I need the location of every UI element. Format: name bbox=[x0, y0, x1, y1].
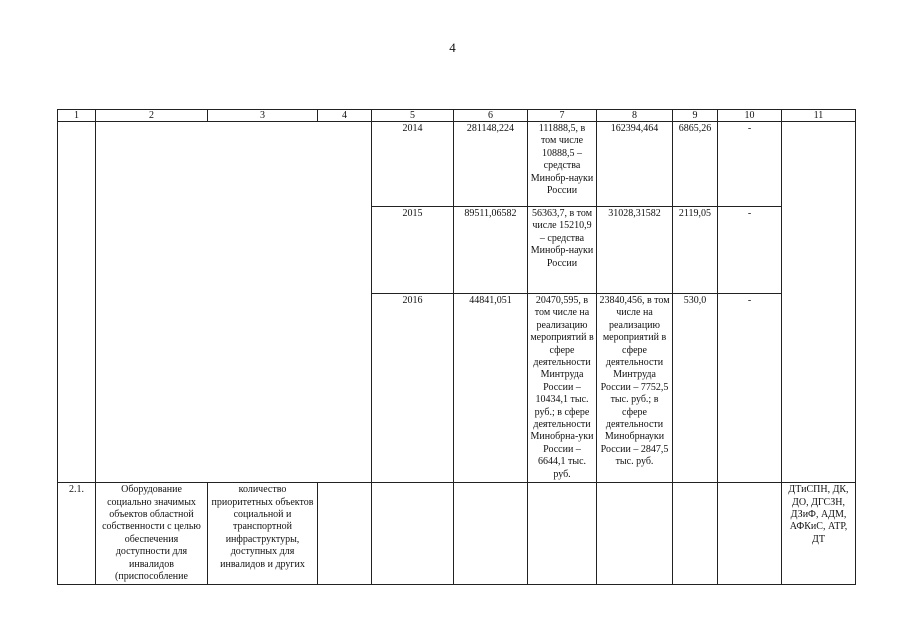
column-number-row bbox=[58, 110, 856, 122]
column-number: 9 bbox=[673, 110, 718, 122]
total-cell: 89511,06582 bbox=[454, 207, 528, 294]
measure-name-cell: Оборудование социально значимых объектов областной собственности с целью обеспечения доступности для инвалидов (приспособление bbox=[96, 483, 208, 585]
column-number: 2 bbox=[96, 110, 208, 122]
total-cell: 281148,224 bbox=[454, 122, 528, 207]
column-number: 6 bbox=[454, 110, 528, 122]
regional-budget-cell: 31028,31582 bbox=[597, 207, 673, 294]
column-number: 5 bbox=[372, 110, 454, 122]
column-number: 1 bbox=[58, 110, 96, 122]
column-number: 8 bbox=[597, 110, 673, 122]
total-cell: 44841,051 bbox=[454, 294, 528, 483]
other-sources-cell: - bbox=[718, 294, 782, 483]
empty-cell bbox=[782, 122, 856, 483]
empty-cell bbox=[528, 483, 597, 585]
year-cell: 2015 bbox=[372, 207, 454, 294]
year-cell: 2014 bbox=[372, 122, 454, 207]
item-number-cell: 2.1. bbox=[58, 483, 96, 585]
column-number: 10 bbox=[718, 110, 782, 122]
page-number: 4 bbox=[449, 40, 456, 55]
federal-budget-cell: 111888,5, в том числе 10888,5 – средства Минобр-науки России bbox=[528, 122, 597, 207]
year-cell: 2016 bbox=[372, 294, 454, 483]
empty-cell bbox=[318, 483, 372, 585]
executors-cell: ДТиСПН, ДК, ДО, ДГСЗН, ДЗиФ, АДМ, АФКиС, АТР, ДТ bbox=[782, 483, 856, 585]
regional-budget-cell: 162394,464 bbox=[597, 122, 673, 207]
empty-cell bbox=[372, 483, 454, 585]
indicator-cell: количество приоритетных объектов социальной и транспортной инфраструктуры, доступных для инвалидов и других bbox=[208, 483, 318, 585]
empty-cell bbox=[673, 483, 718, 585]
empty-cell bbox=[718, 483, 782, 585]
empty-cell bbox=[597, 483, 673, 585]
empty-cell bbox=[454, 483, 528, 585]
federal-budget-cell: 56363,7, в том числе 15210,9 – средства Минобр-науки России bbox=[528, 207, 597, 294]
local-budget-cell: 2119,05 bbox=[673, 207, 718, 294]
local-budget-cell: 6865,26 bbox=[673, 122, 718, 207]
table-row bbox=[58, 122, 856, 207]
empty-cell bbox=[96, 122, 372, 483]
column-number: 11 bbox=[782, 110, 856, 122]
column-number: 7 bbox=[528, 110, 597, 122]
program-table bbox=[57, 109, 856, 585]
federal-budget-cell: 20470,595, в том числе на реализацию мероприятий в сфере деятельности Минтруда России – 10434,1 тыс. руб.; в сфере деятельности Минобрна-уки России – 6644,1 тыс. руб. bbox=[528, 294, 597, 483]
empty-cell bbox=[58, 122, 96, 483]
other-sources-cell: - bbox=[718, 122, 782, 207]
local-budget-cell: 530,0 bbox=[673, 294, 718, 483]
column-number: 4 bbox=[318, 110, 372, 122]
regional-budget-cell: 23840,456, в том числе на реализацию мероприятий в сфере деятельности Минтруда России – 7752,5 тыс. руб.; в сфере деятельности Минобрнауки России – 2847,5 тыс. руб. bbox=[597, 294, 673, 483]
column-number: 3 bbox=[208, 110, 318, 122]
other-sources-cell: - bbox=[718, 207, 782, 294]
table-row bbox=[58, 483, 856, 585]
